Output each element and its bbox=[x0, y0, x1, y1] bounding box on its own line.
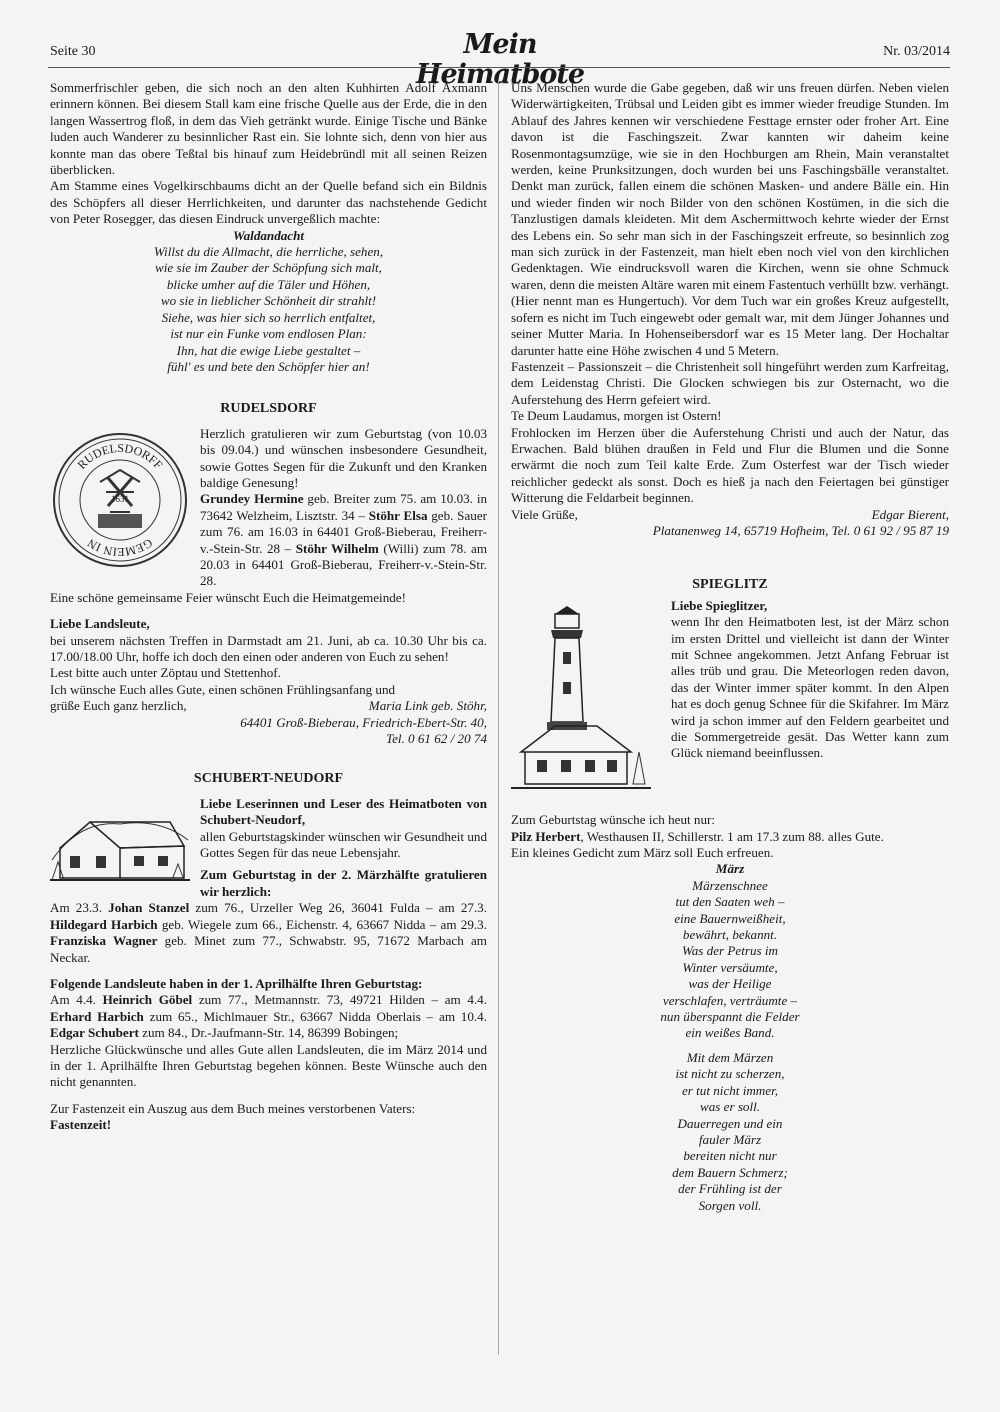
schubert-wish: allen Geburtstagskinder wünschen wir Gesundheit und Gottes Segen für das neue Lebensjahr. bbox=[200, 828, 487, 861]
poem-line: fühl' es und bete den Schöpfer hier an! bbox=[167, 358, 370, 374]
svg-text:GEMEIN IN: GEMEIN IN bbox=[84, 535, 156, 559]
intro-paragraph: Sommerfrischler geben, die sich noch an den alten Kuhhirten Adolf Axmann erinnern können. Bei diesem Stall kam eine frische Quelle aus der Erde, die in den langen Wassertrog floß, in dem das Vieh getränkt wurde. Einige Tische und Bänke luden auch Wanderer zu besinnlicher Rast ein. Sie lohnte sich, denn von hier aus konnte man das obere Teßtal bis hinauf zum Heidebründl mit all seinen Reizen überblicken. bbox=[50, 80, 487, 178]
poem-line: ist nur ein Funke vom endlosen Plan: bbox=[170, 326, 367, 342]
poem-line: was der Heilige bbox=[688, 976, 772, 992]
poem-line: bereiten nicht nur bbox=[683, 1148, 777, 1164]
schubert-congrats: Herzliche Glückwünsche und alles Gute allen Landsleuten, die im März 2014 und in der 1. Aprilhälfte Ihren Geburtstag begehen können. Beste Wünsche auch den nicht genannten. bbox=[50, 1041, 487, 1090]
meeting-text: bei unserem nächsten Treffen in Darmstadt am 21. Juni, ab ca. 10.30 Uhr bis ca. 17.00/18.00 Uhr, hoffe ich doch den einen oder anderen von Euch zu sehen! bbox=[50, 632, 487, 664]
schubert-april-birthdays: Am 4.4. Heinrich Göbel zum 77., Metmannstr. 73, 49721 Hilden – am 4.4. Erhard Harbich zum 65., Michlmauer Str., 63667 Nidda Oberlais – am 10.4. Edgar Schubert zum 84., Dr.-Jaufmann-Str. 14, 86399 Bobingen; bbox=[50, 992, 487, 1041]
poem-line: Dauerregen und ein bbox=[677, 1115, 783, 1131]
spieglitz-birthday: Pilz Herbert, Westhausen II, Schillerstr. 1 am 17.3 zum 88. alles Gute. bbox=[511, 828, 884, 844]
te-deum-line: Te Deum Laudamus, morgen ist Ostern! bbox=[511, 408, 722, 424]
section-title-schubert-neudorf: SCHUBERT-NEUDORF bbox=[193, 771, 344, 787]
poem-line: was er soll. bbox=[699, 1099, 761, 1115]
poem-line: der Frühling ist der bbox=[678, 1181, 782, 1197]
svg-text:RUDELSDORFF: RUDELSDORFF bbox=[74, 440, 166, 472]
signature-row: grüße Euch ganz herzlich, Maria Link geb. Stöhr, bbox=[50, 698, 487, 714]
rudelsdorf-greeting: Herzlich gratulieren wir zum Geburtstag (von 10.03 bis 09.04.) und wünschen insbesondere Gesundheit, sowie Gottes Segen für die Zukunft und den Kranken baldige Genesung! bbox=[200, 425, 487, 490]
rudelsdorf-birthdays: Grundey Hermine geb. Breiter zum 75. am 10.03. in 73642 Welzheim, Lisztstr. 34 – Stöhr Elsa geb. Sauer zum 76. am 16.03 in 64401 Groß-Bieberau, Freiherr-v.-Stein-Str. 28 – Stöhr Wilhelm (Willi) zum 78. am 20.03 in 64401 Groß-Bieberau, Freiherr-v.-Stein-Str. 28. bbox=[200, 491, 488, 589]
page-number: Seite 30 bbox=[50, 44, 96, 59]
seal-icon bbox=[50, 430, 190, 570]
house-icon bbox=[50, 800, 190, 882]
poem-waldandacht bbox=[50, 228, 487, 376]
schubert-april-heading: Folgende Landsleute haben in der 1. Aprilhälfte Ihren Geburtstag: bbox=[50, 975, 423, 991]
poem-line: Märzenschnee bbox=[692, 877, 768, 893]
header-rule bbox=[48, 67, 950, 68]
schubert-neudorf-illustration bbox=[50, 800, 190, 886]
closing-text: Ich wünsche Euch alles Gute, einen schönen Frühlingsanfang und bbox=[50, 681, 396, 697]
bierent-address: Platanenweg 14, 65719 Hofheim, Tel. 0 61 92 / 95 87 19 bbox=[652, 522, 949, 538]
section-title-spieglitz: SPIEGLITZ bbox=[692, 577, 768, 593]
poem-line: Siehe, was hier sich so herrlich entfaltet, bbox=[161, 309, 376, 325]
spieglitz-birthday-intro: Zum Geburtstag wünsche ich heut nur: bbox=[511, 812, 715, 828]
meeting-hint: Lest bitte auch unter Zöptau und Stettenhof. bbox=[50, 665, 281, 681]
poem-line: Mit dem Märzen bbox=[686, 1049, 774, 1065]
poem-line: wo sie in lieblicher Schönheit dir strahlt! bbox=[160, 293, 377, 309]
bierent-signature-row: Viele Grüße, Edgar Bierent, bbox=[511, 506, 949, 522]
poem-line: Willst du die Allmacht, die herrliche, sehen, bbox=[153, 244, 384, 260]
tower-icon bbox=[511, 602, 661, 792]
poem-line: fauler März bbox=[698, 1131, 762, 1147]
section-title-rudelsdorf: RUDELSDORF bbox=[220, 401, 317, 417]
poem-title: Waldandacht bbox=[232, 227, 305, 243]
poem-line: Was der Petrus im bbox=[682, 943, 778, 959]
poem-line: ein weißes Band. bbox=[685, 1025, 775, 1041]
signature-phone: Tel. 0 61 62 / 20 74 bbox=[385, 731, 487, 747]
signature-address: 64401 Groß-Bieberau, Friedrich-Ebert-Str. 40, bbox=[240, 714, 487, 730]
fastenzeit-title: Fastenzeit! bbox=[50, 1117, 112, 1133]
poem-line: er tut nicht immer, bbox=[681, 1082, 778, 1098]
schubert-march-heading: Zum Geburtstag in der 2. Märzhälfte gratulieren wir herzlich: bbox=[200, 867, 487, 899]
landsleute-greeting: Liebe Landsleute, bbox=[50, 616, 150, 632]
right-column bbox=[511, 80, 949, 1214]
poem-line: bewährt, bekannt. bbox=[682, 927, 778, 943]
schubert-greeting: Liebe Leserinnen und Leser des Heimatboten von Schubert-Neudorf, bbox=[200, 795, 487, 828]
fastenzeit-intro: Zur Fastenzeit ein Auszug aus dem Buch meines verstorbenen Vaters: bbox=[50, 1100, 416, 1116]
spieglitz-letter: wenn Ihr den Heimatboten lest, ist der März schon im ersten Drittel und vielleicht ist dann der Winter mit Schnee angekommen. Jetzt Anfang Februar ist alles trüb und grau. Die Meteorlogen reden davon, das der Winter immer später kommt. In den Alpen hat es doch genug Schnee für die Skifahrer. Im März wird ja schon immer auf den Feldern gearbeitet und die Sommergetreide gesät. Das Wetter kann zum Glück niemand beeinflussen. bbox=[671, 614, 949, 761]
poem-line: eine Bauernweißheit, bbox=[674, 910, 786, 926]
poem-maerz bbox=[511, 861, 949, 1214]
column-divider bbox=[498, 80, 499, 1355]
poem-line: verschlafen, verträumte – bbox=[662, 992, 798, 1008]
poem-line: Winter versäumte, bbox=[682, 959, 778, 975]
rudelsdorf-seal bbox=[50, 430, 190, 574]
left-column bbox=[50, 80, 487, 1134]
poem-line: nun überspannt die Felder bbox=[660, 1009, 800, 1025]
passion-paragraph: Fastenzeit – Passionszeit – die Christenheit soll hingeführt werden zum Karfreitag, dem Leidenstag Christi. Die Glocken schwiegen bis zur Osternacht, wo die Auferstehung des Herrn gefeiert wird. bbox=[511, 358, 949, 407]
poem-line: wie sie im Zauber der Schöpfung sich malt, bbox=[155, 260, 382, 276]
poem-line: Sorgen voll. bbox=[698, 1197, 762, 1213]
spieglitz-poem-intro: Ein kleines Gedicht zum März soll Euch erfreuen. bbox=[511, 845, 774, 860]
poem-line: blicke umher auf die Täler und Höhen, bbox=[166, 276, 371, 292]
rudelsdorf-wish: Eine schöne gemeinsame Feier wünscht Euch die Heimatgemeinde! bbox=[50, 589, 406, 605]
poem-line: Ihn, hat die ewige Liebe gestaltet – bbox=[176, 342, 361, 358]
issue-number: Nr. 03/2014 bbox=[883, 44, 950, 59]
fasching-article: Uns Menschen wurde die Gabe gegeben, daß wir uns freuen dürfen. Neben vielen Widerwärtigkeiten, Trübsal und Leiden gibt es immer wieder freudige Stunden. Im Ablauf des Jahres kennen wir verschiedene Festtage ernster oder froher Art. Eine davon ist die Faschingszeit. Zwar kannten wir daheim keine Rosenmontagsumzüge, wie sie in den Hochburgen am Rhein, Main veranstaltet werden, keine Prunksitzungen, doch wurden bei uns Faschingsbälle veranstaltet. Denkt man zurück, fallen einem die schönen Masken- und andere Bälle ein. Hin und wieder finden wir noch Bilder von den schönen Kostümen, in die sich die Tanzlustigen damals kleideten. Mit dem Aschermittwoch kehrte wieder der Ernst des Lebens ein. So sehr man sich in der Faschingszeit erfreute, so besinnlich zog man sich zurück in der Fastenzeit, man hielt eben noch viel von den kirchlichen Gedenktagen. Wie eindrucksvoll waren die Kirchen, wenn sie ohne Schmuck waren, denn die meisten Altäre waren mit einem Fastentuch verhüllt bzw. verhängt. (Hier nennt man es Hungertuch). Vor dem Tuch war ein großes Kreuz aufgestellt, sofern es nicht im Tuch eingewebt oder gemalt war, mit dem Jünger Johannes und seiner Mutter Maria. In Hohenseibersdorf war es 15 Meter lang. Der Hochaltar darunter hatte eine Höhe zwischen 4 und 5 Metern. bbox=[511, 80, 949, 358]
poem-line: tut den Saaten weh – bbox=[675, 894, 785, 910]
poem-line: ist nicht zu scherzen, bbox=[675, 1066, 785, 1082]
svg-text:1631: 1631 bbox=[111, 493, 129, 504]
intro-paragraph: Am Stamme eines Vogelkirschbaums dicht an der Quelle befand sich ein Bildnis des Schöpfers all dieser Herrlichkeiten, und darunter das nachstehende Gedicht von Peter Rosegger, das diesen Eindruck unvergeßlich machte: bbox=[50, 178, 487, 227]
schubert-march-birthdays: Am 23.3. Johan Stanzel zum 76., Urzeller Weg 26, 36041 Fulda – am 27.3. Hildegard Harbich geb. Wiegele zum 66., Eichenstr. 4, 63667 Nidda – am 29.3. Franziska Wagner geb. Minet zum 77., Schwabstr. 95, 71672 Marbach am Neckar. bbox=[50, 900, 488, 965]
spieglitz-tower-illustration bbox=[511, 602, 661, 796]
masthead: Mein Heimatbote bbox=[415, 29, 585, 90]
easter-paragraph: Frohlocken im Herzen über die Auferstehung Christi und auch der Natur, das Erwachen. Bald blühen draußen in Feld und Flur die Blumen und die Sonne erwärmt die noch zum Teil kalte Erde. Zum Osterfest war der Tisch wieder reichlicher gedeckt als sonst. Doch es hieß ja nach den Feiertagen bei günstiger Witterung die Feldarbeit beginnen. bbox=[511, 424, 949, 506]
spieglitz-greeting: Liebe Spieglitzer, bbox=[671, 597, 768, 613]
poem-line: dem Bauern Schmerz; bbox=[672, 1164, 788, 1180]
poem-title: März bbox=[715, 861, 745, 877]
